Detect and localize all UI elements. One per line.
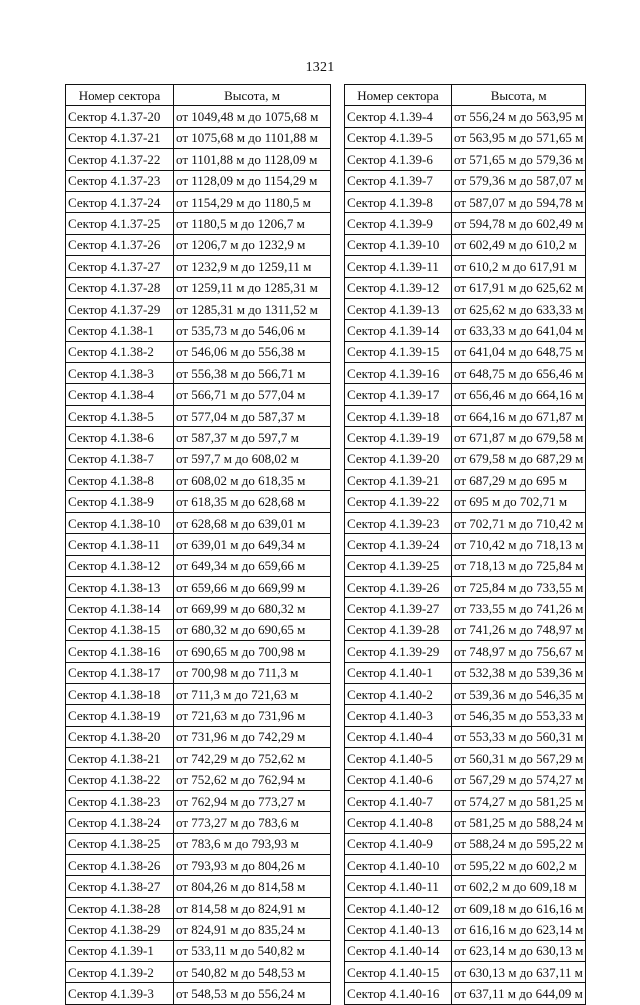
- sector-number-cell: Сектор 4.1.39-24: [345, 534, 452, 555]
- table-row: [66, 662, 331, 683]
- table-row: [345, 855, 586, 876]
- sector-number-cell: Сектор 4.1.39-3: [66, 983, 174, 1004]
- sector-number-cell: Сектор 4.1.39-17: [345, 384, 452, 405]
- sector-number-cell: Сектор 4.1.38-24: [66, 812, 174, 833]
- sector-number-cell: Сектор 4.1.39-20: [345, 448, 452, 469]
- height-range-cell: от 567,29 м до 574,27 м: [452, 769, 586, 790]
- sector-number-cell: Сектор 4.1.37-28: [66, 277, 174, 298]
- height-range-cell: от 639,01 м до 649,34 м: [174, 534, 331, 555]
- table-row: [345, 940, 586, 961]
- table-row: [345, 812, 586, 833]
- sector-number-cell: Сектор 4.1.39-26: [345, 576, 452, 597]
- sector-number-cell: Сектор 4.1.40-8: [345, 812, 452, 833]
- height-range-cell: от 633,33 м до 641,04 м: [452, 320, 586, 341]
- table-row: [66, 897, 331, 918]
- table-row: [345, 897, 586, 918]
- table-row: [66, 448, 331, 469]
- sector-number-cell: Сектор 4.1.40-5: [345, 748, 452, 769]
- height-range-cell: от 588,24 м до 595,22 м: [452, 833, 586, 854]
- table-row: [345, 534, 586, 555]
- table-row: [345, 491, 586, 512]
- height-range-cell: от 695 м до 702,71 м: [452, 491, 586, 512]
- sector-table-right: [344, 84, 586, 1005]
- sector-number-cell: Сектор 4.1.37-26: [66, 234, 174, 255]
- sector-number-cell: Сектор 4.1.40-9: [345, 833, 452, 854]
- height-range-cell: от 574,27 м до 581,25 м: [452, 790, 586, 811]
- sector-number-cell: Сектор 4.1.37-20: [66, 106, 174, 127]
- column-header-sector: Номер сектора: [66, 85, 174, 106]
- height-range-cell: от 748,97 м до 756,67 м: [452, 641, 586, 662]
- sector-number-cell: Сектор 4.1.40-7: [345, 790, 452, 811]
- table-row: [345, 470, 586, 491]
- table-row: [345, 598, 586, 619]
- height-range-cell: от 659,66 м до 669,99 м: [174, 576, 331, 597]
- table-row: [345, 833, 586, 854]
- height-range-cell: от 581,25 м до 588,24 м: [452, 812, 586, 833]
- table-row: [345, 769, 586, 790]
- table-row: [66, 641, 331, 662]
- height-range-cell: от 563,95 м до 571,65 м: [452, 127, 586, 148]
- height-range-cell: от 608,02 м до 618,35 м: [174, 470, 331, 491]
- height-range-cell: от 630,13 м до 637,11 м: [452, 962, 586, 983]
- sector-number-cell: Сектор 4.1.38-29: [66, 919, 174, 940]
- height-range-cell: от 617,91 м до 625,62 м: [452, 277, 586, 298]
- sector-number-cell: Сектор 4.1.39-16: [345, 363, 452, 384]
- sector-number-cell: Сектор 4.1.38-28: [66, 897, 174, 918]
- sector-number-cell: Сектор 4.1.37-22: [66, 149, 174, 170]
- height-range-cell: от 597,7 м до 608,02 м: [174, 448, 331, 469]
- height-range-cell: от 752,62 м до 762,94 м: [174, 769, 331, 790]
- height-range-cell: от 566,71 м до 577,04 м: [174, 384, 331, 405]
- table-row: [345, 619, 586, 640]
- sector-number-cell: Сектор 4.1.38-18: [66, 683, 174, 704]
- height-range-cell: от 548,53 м до 556,24 м: [174, 983, 331, 1004]
- height-range-cell: от 1049,48 м до 1075,68 м: [174, 106, 331, 127]
- height-range-cell: от 546,06 м до 556,38 м: [174, 341, 331, 362]
- table-row: [345, 983, 586, 1004]
- table-row: [345, 234, 586, 255]
- table-row: [66, 833, 331, 854]
- height-range-cell: от 741,26 м до 748,97 м: [452, 619, 586, 640]
- height-range-cell: от 718,13 м до 725,84 м: [452, 555, 586, 576]
- height-range-cell: от 533,11 м до 540,82 м: [174, 940, 331, 961]
- table-row: [66, 683, 331, 704]
- sector-number-cell: Сектор 4.1.38-26: [66, 855, 174, 876]
- height-range-cell: от 616,16 м до 623,14 м: [452, 919, 586, 940]
- sector-number-cell: Сектор 4.1.39-8: [345, 191, 452, 212]
- sector-number-cell: Сектор 4.1.38-2: [66, 341, 174, 362]
- table-row: [66, 384, 331, 405]
- sector-number-cell: Сектор 4.1.38-27: [66, 876, 174, 897]
- height-range-cell: от 1101,88 м до 1128,09 м: [174, 149, 331, 170]
- height-range-cell: от 602,49 м до 610,2 м: [452, 234, 586, 255]
- sector-number-cell: Сектор 4.1.38-21: [66, 748, 174, 769]
- sector-number-cell: Сектор 4.1.40-13: [345, 919, 452, 940]
- table-row: [345, 341, 586, 362]
- sector-number-cell: Сектор 4.1.39-2: [66, 962, 174, 983]
- height-range-cell: от 1128,09 м до 1154,29 м: [174, 170, 331, 191]
- height-range-cell: от 710,42 м до 718,13 м: [452, 534, 586, 555]
- height-range-cell: от 721,63 м до 731,96 м: [174, 705, 331, 726]
- sector-number-cell: Сектор 4.1.38-3: [66, 363, 174, 384]
- column-header-height: Высота, м: [452, 85, 586, 106]
- table-row: [66, 748, 331, 769]
- height-range-cell: от 725,84 м до 733,55 м: [452, 576, 586, 597]
- height-range-cell: от 687,29 м до 695 м: [452, 470, 586, 491]
- sector-number-cell: Сектор 4.1.40-15: [345, 962, 452, 983]
- height-range-cell: от 656,46 м до 664,16 м: [452, 384, 586, 405]
- table-row: [345, 512, 586, 533]
- sector-number-cell: Сектор 4.1.39-1: [66, 940, 174, 961]
- height-range-cell: от 628,68 м до 639,01 м: [174, 512, 331, 533]
- table-row: [66, 983, 331, 1004]
- height-range-cell: от 579,36 м до 587,07 м: [452, 170, 586, 191]
- table-row: [66, 170, 331, 191]
- height-range-cell: от 594,78 м до 602,49 м: [452, 213, 586, 234]
- sector-number-cell: Сектор 4.1.39-6: [345, 149, 452, 170]
- table-row: [345, 641, 586, 662]
- sector-number-cell: Сектор 4.1.40-10: [345, 855, 452, 876]
- table-header-row: [345, 85, 586, 106]
- height-range-cell: от 731,96 м до 742,29 м: [174, 726, 331, 747]
- height-range-cell: от 664,16 м до 671,87 м: [452, 405, 586, 426]
- table-row: [66, 427, 331, 448]
- sector-number-cell: Сектор 4.1.38-17: [66, 662, 174, 683]
- height-range-cell: от 560,31 м до 567,29 м: [452, 748, 586, 769]
- sector-number-cell: Сектор 4.1.40-1: [345, 662, 452, 683]
- height-range-cell: от 1285,31 м до 1311,52 м: [174, 298, 331, 319]
- sector-number-cell: Сектор 4.1.38-20: [66, 726, 174, 747]
- table-header-row: [66, 85, 331, 106]
- height-range-cell: от 610,2 м до 617,91 м: [452, 256, 586, 277]
- height-range-cell: от 711,3 м до 721,63 м: [174, 683, 331, 704]
- table-row: [66, 213, 331, 234]
- sector-number-cell: Сектор 4.1.38-19: [66, 705, 174, 726]
- sector-number-cell: Сектор 4.1.38-4: [66, 384, 174, 405]
- height-range-cell: от 742,29 м до 752,62 м: [174, 748, 331, 769]
- table-row: [345, 555, 586, 576]
- table-row: [345, 320, 586, 341]
- height-range-cell: от 773,27 м до 783,6 м: [174, 812, 331, 833]
- sector-number-cell: Сектор 4.1.37-21: [66, 127, 174, 148]
- table-row: [66, 363, 331, 384]
- sector-number-cell: Сектор 4.1.39-29: [345, 641, 452, 662]
- sector-number-cell: Сектор 4.1.40-16: [345, 983, 452, 1004]
- height-range-cell: от 1206,7 м до 1232,9 м: [174, 234, 331, 255]
- height-range-cell: от 824,91 м до 835,24 м: [174, 919, 331, 940]
- height-range-cell: от 577,04 м до 587,37 м: [174, 405, 331, 426]
- table-row: [66, 405, 331, 426]
- table-row: [66, 619, 331, 640]
- table-row: [66, 191, 331, 212]
- table-body: [345, 106, 586, 1004]
- sector-number-cell: Сектор 4.1.39-22: [345, 491, 452, 512]
- sector-number-cell: Сектор 4.1.38-22: [66, 769, 174, 790]
- sector-number-cell: Сектор 4.1.39-19: [345, 427, 452, 448]
- table-row: [345, 448, 586, 469]
- table-row: [345, 705, 586, 726]
- table-row: [66, 962, 331, 983]
- sector-number-cell: Сектор 4.1.39-5: [345, 127, 452, 148]
- sector-number-cell: Сектор 4.1.39-18: [345, 405, 452, 426]
- sector-number-cell: Сектор 4.1.39-13: [345, 298, 452, 319]
- sector-number-cell: Сектор 4.1.38-15: [66, 619, 174, 640]
- table-row: [66, 320, 331, 341]
- height-range-cell: от 618,35 м до 628,68 м: [174, 491, 331, 512]
- height-range-cell: от 532,38 м до 539,36 м: [452, 662, 586, 683]
- height-range-cell: от 539,36 м до 546,35 м: [452, 683, 586, 704]
- height-range-cell: от 556,38 м до 566,71 м: [174, 363, 331, 384]
- height-range-cell: от 556,24 м до 563,95 м: [452, 106, 586, 127]
- table-row: [345, 405, 586, 426]
- table-row: [66, 234, 331, 255]
- table-row: [66, 726, 331, 747]
- table-row: [66, 512, 331, 533]
- table-row: [66, 555, 331, 576]
- sector-number-cell: Сектор 4.1.38-6: [66, 427, 174, 448]
- height-range-cell: от 814,58 м до 824,91 м: [174, 897, 331, 918]
- sector-number-cell: Сектор 4.1.38-5: [66, 405, 174, 426]
- column-header-height: Высота, м: [174, 85, 331, 106]
- table-row: [345, 662, 586, 683]
- table-row: [66, 940, 331, 961]
- table-row: [66, 149, 331, 170]
- sector-number-cell: Сектор 4.1.37-29: [66, 298, 174, 319]
- sector-number-cell: Сектор 4.1.38-9: [66, 491, 174, 512]
- table-row: [66, 855, 331, 876]
- table-row: [66, 277, 331, 298]
- sector-number-cell: Сектор 4.1.37-27: [66, 256, 174, 277]
- table-row: [345, 576, 586, 597]
- height-range-cell: от 1232,9 м до 1259,11 м: [174, 256, 331, 277]
- sector-number-cell: Сектор 4.1.39-25: [345, 555, 452, 576]
- table-row: [345, 683, 586, 704]
- height-range-cell: от 641,04 м до 648,75 м: [452, 341, 586, 362]
- sector-number-cell: Сектор 4.1.38-25: [66, 833, 174, 854]
- height-range-cell: от 625,62 м до 633,33 м: [452, 298, 586, 319]
- table-row: [345, 790, 586, 811]
- sector-number-cell: Сектор 4.1.39-27: [345, 598, 452, 619]
- sector-number-cell: Сектор 4.1.39-10: [345, 234, 452, 255]
- table-row: [66, 256, 331, 277]
- table-row: [66, 812, 331, 833]
- sector-number-cell: Сектор 4.1.38-16: [66, 641, 174, 662]
- sector-number-cell: Сектор 4.1.38-11: [66, 534, 174, 555]
- height-range-cell: от 669,99 м до 680,32 м: [174, 598, 331, 619]
- sector-number-cell: Сектор 4.1.39-21: [345, 470, 452, 491]
- sector-number-cell: Сектор 4.1.39-12: [345, 277, 452, 298]
- height-range-cell: от 762,94 м до 773,27 м: [174, 790, 331, 811]
- sector-number-cell: Сектор 4.1.40-11: [345, 876, 452, 897]
- table-row: [66, 790, 331, 811]
- sector-number-cell: Сектор 4.1.39-23: [345, 512, 452, 533]
- table-row: [345, 363, 586, 384]
- sector-number-cell: Сектор 4.1.40-6: [345, 769, 452, 790]
- sector-number-cell: Сектор 4.1.39-4: [345, 106, 452, 127]
- table-row: [345, 213, 586, 234]
- sector-number-cell: Сектор 4.1.40-3: [345, 705, 452, 726]
- sector-number-cell: Сектор 4.1.39-28: [345, 619, 452, 640]
- height-range-cell: от 637,11 м до 644,09 м: [452, 983, 586, 1004]
- sector-number-cell: Сектор 4.1.38-13: [66, 576, 174, 597]
- sector-number-cell: Сектор 4.1.39-15: [345, 341, 452, 362]
- table-row: [66, 341, 331, 362]
- sector-number-cell: Сектор 4.1.38-12: [66, 555, 174, 576]
- table-row: [345, 191, 586, 212]
- height-range-cell: от 1180,5 м до 1206,7 м: [174, 213, 331, 234]
- sector-number-cell: Сектор 4.1.39-9: [345, 213, 452, 234]
- table-row: [66, 298, 331, 319]
- table-body: [66, 106, 331, 1004]
- table-row: [66, 598, 331, 619]
- height-range-cell: от 1154,29 м до 1180,5 м: [174, 191, 331, 212]
- sector-number-cell: Сектор 4.1.37-25: [66, 213, 174, 234]
- sector-number-cell: Сектор 4.1.37-23: [66, 170, 174, 191]
- sector-number-cell: Сектор 4.1.39-11: [345, 256, 452, 277]
- table-row: [345, 277, 586, 298]
- sector-number-cell: Сектор 4.1.38-8: [66, 470, 174, 491]
- height-range-cell: от 623,14 м до 630,13 м: [452, 940, 586, 961]
- height-range-cell: от 546,35 м до 553,33 м: [452, 705, 586, 726]
- sector-number-cell: Сектор 4.1.39-14: [345, 320, 452, 341]
- height-range-cell: от 540,82 м до 548,53 м: [174, 962, 331, 983]
- height-range-cell: от 783,6 м до 793,93 м: [174, 833, 331, 854]
- table-row: [345, 726, 586, 747]
- height-range-cell: от 690,65 м до 700,98 м: [174, 641, 331, 662]
- sector-number-cell: Сектор 4.1.38-7: [66, 448, 174, 469]
- table-row: [66, 876, 331, 897]
- height-range-cell: от 587,07 м до 594,78 м: [452, 191, 586, 212]
- table-row: [66, 470, 331, 491]
- height-range-cell: от 602,2 м до 609,18 м: [452, 876, 586, 897]
- table-row: [345, 149, 586, 170]
- sector-number-cell: Сектор 4.1.37-24: [66, 191, 174, 212]
- height-range-cell: от 648,75 м до 656,46 м: [452, 363, 586, 384]
- table-row: [66, 919, 331, 940]
- height-range-cell: от 671,87 м до 679,58 м: [452, 427, 586, 448]
- table-row: [345, 427, 586, 448]
- page-number: 1321: [305, 60, 335, 75]
- height-range-cell: от 1259,11 м до 1285,31 м: [174, 277, 331, 298]
- table-row: [66, 127, 331, 148]
- table-row: [345, 256, 586, 277]
- height-range-cell: от 595,22 м до 602,2 м: [452, 855, 586, 876]
- height-range-cell: от 649,34 м до 659,66 м: [174, 555, 331, 576]
- height-range-cell: от 553,33 м до 560,31 м: [452, 726, 586, 747]
- table-row: [345, 919, 586, 940]
- table-row: [345, 748, 586, 769]
- table-row: [345, 106, 586, 127]
- height-range-cell: от 1075,68 м до 1101,88 м: [174, 127, 331, 148]
- height-range-cell: от 679,58 м до 687,29 м: [452, 448, 586, 469]
- sector-number-cell: Сектор 4.1.38-10: [66, 512, 174, 533]
- sector-number-cell: Сектор 4.1.40-14: [345, 940, 452, 961]
- table-row: [66, 769, 331, 790]
- sector-number-cell: Сектор 4.1.40-12: [345, 897, 452, 918]
- sector-number-cell: Сектор 4.1.38-14: [66, 598, 174, 619]
- table-row: [345, 127, 586, 148]
- table-row: [66, 106, 331, 127]
- height-range-cell: от 535,73 м до 546,06 м: [174, 320, 331, 341]
- sector-number-cell: Сектор 4.1.40-2: [345, 683, 452, 704]
- table-row: [66, 705, 331, 726]
- sector-number-cell: Сектор 4.1.40-4: [345, 726, 452, 747]
- sector-table-left: [65, 84, 331, 1005]
- table-row: [66, 576, 331, 597]
- table-row: [66, 491, 331, 512]
- table-row: [345, 876, 586, 897]
- table-row: [345, 170, 586, 191]
- height-range-cell: от 733,55 м до 741,26 м: [452, 598, 586, 619]
- sector-number-cell: Сектор 4.1.38-23: [66, 790, 174, 811]
- height-range-cell: от 804,26 м до 814,58 м: [174, 876, 331, 897]
- height-range-cell: от 793,93 м до 804,26 м: [174, 855, 331, 876]
- sector-number-cell: Сектор 4.1.38-1: [66, 320, 174, 341]
- table-row: [66, 534, 331, 555]
- table-row: [345, 298, 586, 319]
- table-row: [345, 384, 586, 405]
- column-header-sector: Номер сектора: [345, 85, 452, 106]
- height-range-cell: от 680,32 м до 690,65 м: [174, 619, 331, 640]
- height-range-cell: от 587,37 м до 597,7 м: [174, 427, 331, 448]
- height-range-cell: от 571,65 м до 579,36 м: [452, 149, 586, 170]
- height-range-cell: от 702,71 м до 710,42 м: [452, 512, 586, 533]
- sector-number-cell: Сектор 4.1.39-7: [345, 170, 452, 191]
- height-range-cell: от 700,98 м до 711,3 м: [174, 662, 331, 683]
- table-row: [345, 962, 586, 983]
- height-range-cell: от 609,18 м до 616,16 м: [452, 897, 586, 918]
